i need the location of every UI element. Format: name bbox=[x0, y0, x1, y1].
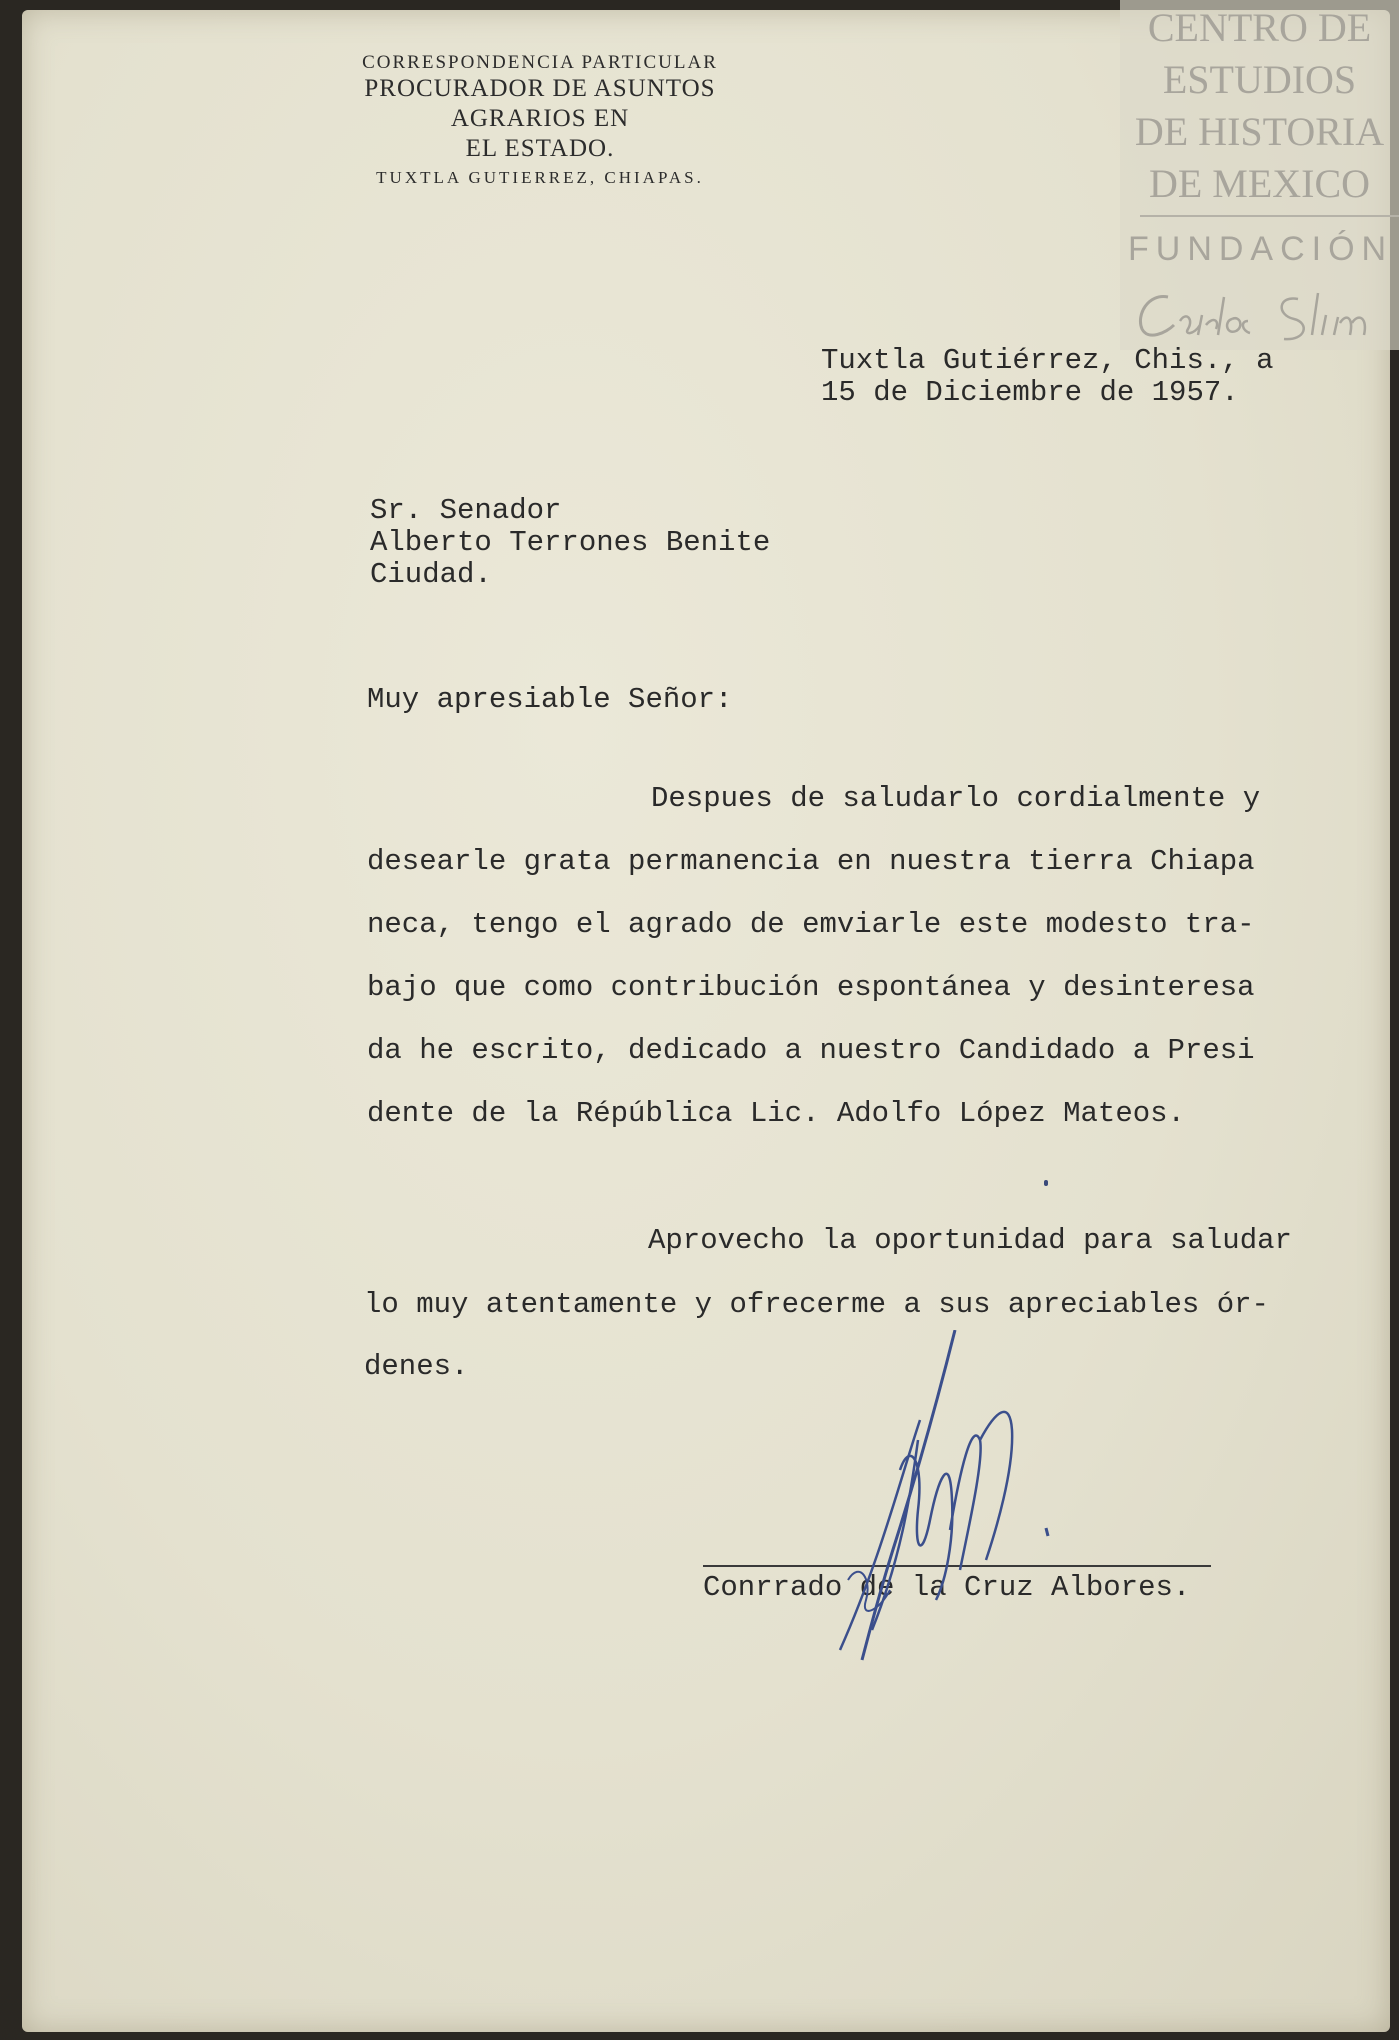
letterhead-line-1: CORRESPONDENCIA PARTICULAR bbox=[362, 52, 718, 73]
paragraph1-line-1: Despues de saludarlo cordialmente y bbox=[651, 782, 1261, 815]
stamp-signature-logo bbox=[1128, 285, 1398, 345]
paragraph2-line-1: Aprovecho la oportunidad para saludar bbox=[648, 1224, 1292, 1257]
recipient-line-2: Alberto Terrones Benite bbox=[370, 526, 771, 559]
recipient-line-3: Ciudad. bbox=[370, 558, 492, 591]
ink-dot bbox=[1044, 1180, 1048, 1186]
paragraph1-line-4: bajo que como contribución espontánea y desinteresa bbox=[367, 971, 1255, 1004]
letterhead bbox=[330, 52, 750, 188]
date-line-2: 15 de Diciembre de 1957. bbox=[821, 376, 1239, 409]
paragraph2-line-3: denes. bbox=[364, 1350, 469, 1383]
letterhead-line-4: TUXTLA GUTIERREZ, CHIAPAS. bbox=[376, 168, 704, 187]
paragraph1-line-6: dente de la Répública Lic. Adolfo López Mateos. bbox=[367, 1097, 1185, 1130]
stamp-line-4: DE MEXICO bbox=[1148, 161, 1371, 206]
stamp-line-2: ESTUDIOS bbox=[1162, 57, 1357, 102]
salutation: Muy apresiable Señor: bbox=[367, 683, 733, 716]
signatory-name: Conrrado de la Cruz Albores. bbox=[703, 1571, 1191, 1604]
handwritten-signature bbox=[800, 1330, 1090, 1670]
paragraph1-line-2: desearle grata permanencia en nuestra tierra Chiapa bbox=[367, 845, 1255, 878]
date-line-1: Tuxtla Gutiérrez, Chis., a bbox=[821, 344, 1274, 377]
recipient-line-1: Sr. Senador bbox=[370, 494, 562, 527]
letterhead-line-3: EL ESTADO. bbox=[465, 135, 615, 162]
stamp-line-3: DE HISTORIA bbox=[1134, 109, 1385, 154]
paragraph1-line-3: neca, tengo el agrado de emviarle este modesto tra- bbox=[367, 908, 1255, 941]
stamp-line-1: CENTRO DE bbox=[1147, 5, 1372, 50]
stamp-divider bbox=[1140, 215, 1399, 217]
stamp-foundation: FUNDACIÓN bbox=[1128, 230, 1394, 268]
letterhead-line-2: PROCURADOR DE ASUNTOS AGRARIOS EN bbox=[364, 75, 716, 132]
archive-stamp bbox=[1120, 0, 1399, 350]
paragraph2-line-2: lo muy atentamente y ofrecerme a sus apreciables ór- bbox=[364, 1288, 1269, 1321]
paragraph1-line-5: da he escrito, dedicado a nuestro Candidado a Presi bbox=[367, 1034, 1255, 1067]
